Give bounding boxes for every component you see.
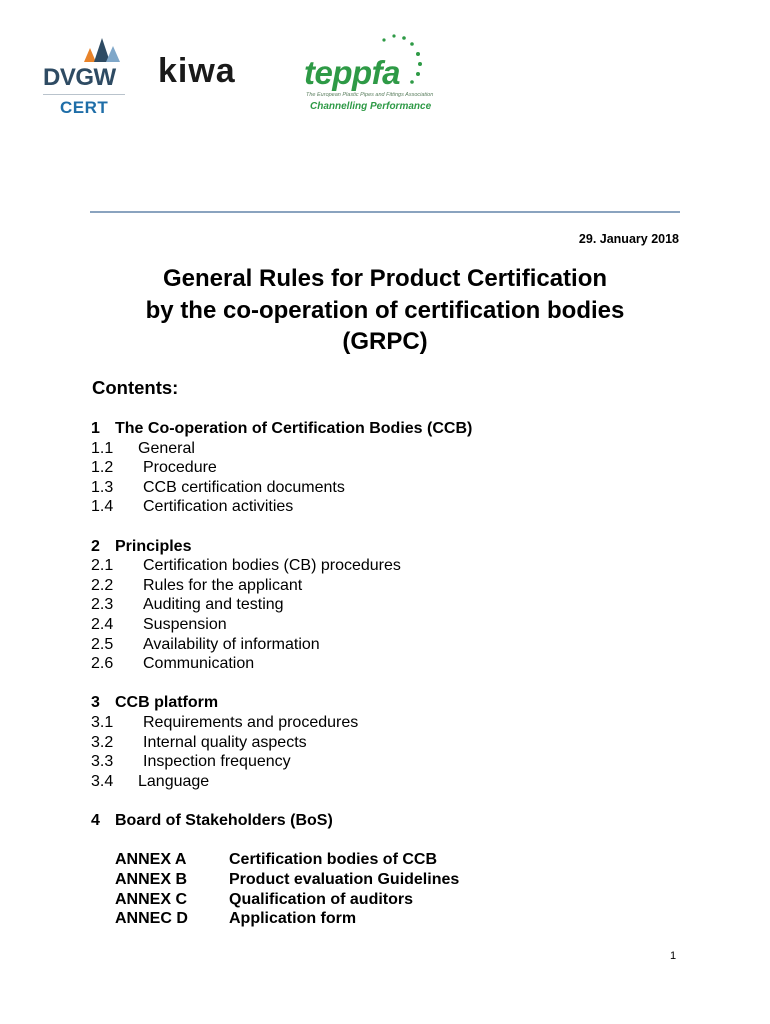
toc-item-3-2 <box>91 733 691 753</box>
annex-label: Product evaluation Guidelines <box>229 871 460 889</box>
annex-row-a <box>115 850 691 870</box>
section-number: 1 <box>91 420 100 437</box>
spacer <box>91 791 691 811</box>
item-number: 2.4 <box>91 615 114 633</box>
item-number: 3.2 <box>91 733 114 751</box>
toc-item-1-4 <box>91 497 691 517</box>
annex-code: ANNEC D <box>115 910 188 928</box>
header-divider <box>90 211 680 213</box>
teppfa-subtitle: The European Plastic Pipes and Fittings Association <box>306 92 434 98</box>
toc-section-1 <box>91 419 691 439</box>
item-number: 1.2 <box>91 459 114 477</box>
item-number: 2.5 <box>91 635 114 653</box>
item-label: Communication <box>143 655 255 673</box>
teppfa-tagline: Channelling Performance <box>310 101 432 112</box>
toc-item-2-1 <box>91 556 691 576</box>
item-label: Certification bodies (CB) procedures <box>143 557 401 575</box>
item-label: General <box>138 439 195 457</box>
toc-item-3-1 <box>91 713 691 733</box>
toc-item-2-6 <box>91 654 691 674</box>
dvgw-wordmark: DVGW <box>43 64 116 91</box>
item-label: Procedure <box>143 459 217 477</box>
spacer <box>91 517 691 537</box>
dvgw-cert-text: CERT <box>60 98 109 117</box>
title-line-3: (GRPC) <box>342 328 428 355</box>
toc-item-1-2 <box>91 458 691 478</box>
toc-section-4 <box>91 811 691 831</box>
section-number: 4 <box>91 811 100 829</box>
toc-item-2-5 <box>91 635 691 655</box>
item-number: 2.3 <box>91 596 114 614</box>
item-number: 1.4 <box>91 498 114 516</box>
item-number: 3.3 <box>91 753 114 771</box>
teppfa-wordmark: teppfa <box>304 54 400 91</box>
item-number: 2.2 <box>91 576 114 594</box>
dvgw-flame-icon <box>80 34 126 64</box>
section-title: The Co-operation of Certification Bodies (CCB) <box>115 420 473 437</box>
page-number: 1 <box>670 950 677 962</box>
dvgw-cert-logo <box>40 30 130 120</box>
annex-row-c <box>115 890 691 910</box>
item-label: CCB certification documents <box>143 478 345 496</box>
title-line-2: by the co-operation of certification bodies <box>145 296 625 324</box>
toc-item-1-3 <box>91 478 691 498</box>
annex-label: Application form <box>229 910 357 928</box>
annex-code: ANNEX B <box>115 871 188 889</box>
item-number: 1.1 <box>91 439 114 457</box>
item-number: 3.4 <box>91 772 114 790</box>
toc-item-2-2 <box>91 576 691 596</box>
item-label: Auditing and testing <box>143 596 284 614</box>
document-title <box>0 263 770 358</box>
item-number: 1.3 <box>91 478 114 496</box>
spacer <box>91 674 691 694</box>
item-label: Internal quality aspects <box>143 733 307 751</box>
item-label: Availability of information <box>143 635 320 653</box>
toc-item-3-4 <box>91 772 691 792</box>
item-label: Language <box>138 772 210 790</box>
toc-item-2-3 <box>91 595 691 615</box>
spacer <box>91 830 691 850</box>
annex-row-b <box>115 870 691 890</box>
document-date: 29. January 2018 <box>578 232 679 246</box>
annex-label: Certification bodies of CCB <box>229 851 438 869</box>
toc-section-2 <box>91 537 691 557</box>
toc-item-3-3 <box>91 752 691 772</box>
toc-item-2-4 <box>91 615 691 635</box>
toc-section-3 <box>91 693 691 713</box>
annex-code: ANNEX A <box>115 851 187 869</box>
section-number: 3 <box>91 694 100 712</box>
annex-row-d <box>115 909 691 929</box>
item-label: Suspension <box>143 615 227 633</box>
teppfa-logo <box>302 32 442 122</box>
kiwa-logo: kiwa <box>158 52 236 90</box>
annex-code: ANNEX C <box>115 890 188 908</box>
annex-label: Qualification of auditors <box>229 890 414 908</box>
item-label: Rules for the applicant <box>143 576 303 594</box>
dvgw-divider <box>43 94 125 95</box>
contents-heading: Contents: <box>92 377 179 398</box>
section-title: CCB platform <box>115 694 219 712</box>
logo-bar <box>40 30 440 130</box>
title-line-1: General Rules for Product Certification <box>162 265 608 292</box>
item-number: 3.1 <box>91 713 114 731</box>
item-label: Requirements and procedures <box>143 713 359 731</box>
section-title: Principles <box>115 537 192 555</box>
item-label: Certification activities <box>143 498 294 516</box>
section-title: Board of Stakeholders (BoS) <box>115 811 333 829</box>
item-label: Inspection frequency <box>143 753 291 771</box>
toc-item-1-1 <box>91 439 691 459</box>
table-of-contents <box>91 419 691 929</box>
item-number: 2.6 <box>91 655 114 673</box>
section-number: 2 <box>91 537 100 555</box>
item-number: 2.1 <box>91 557 114 575</box>
